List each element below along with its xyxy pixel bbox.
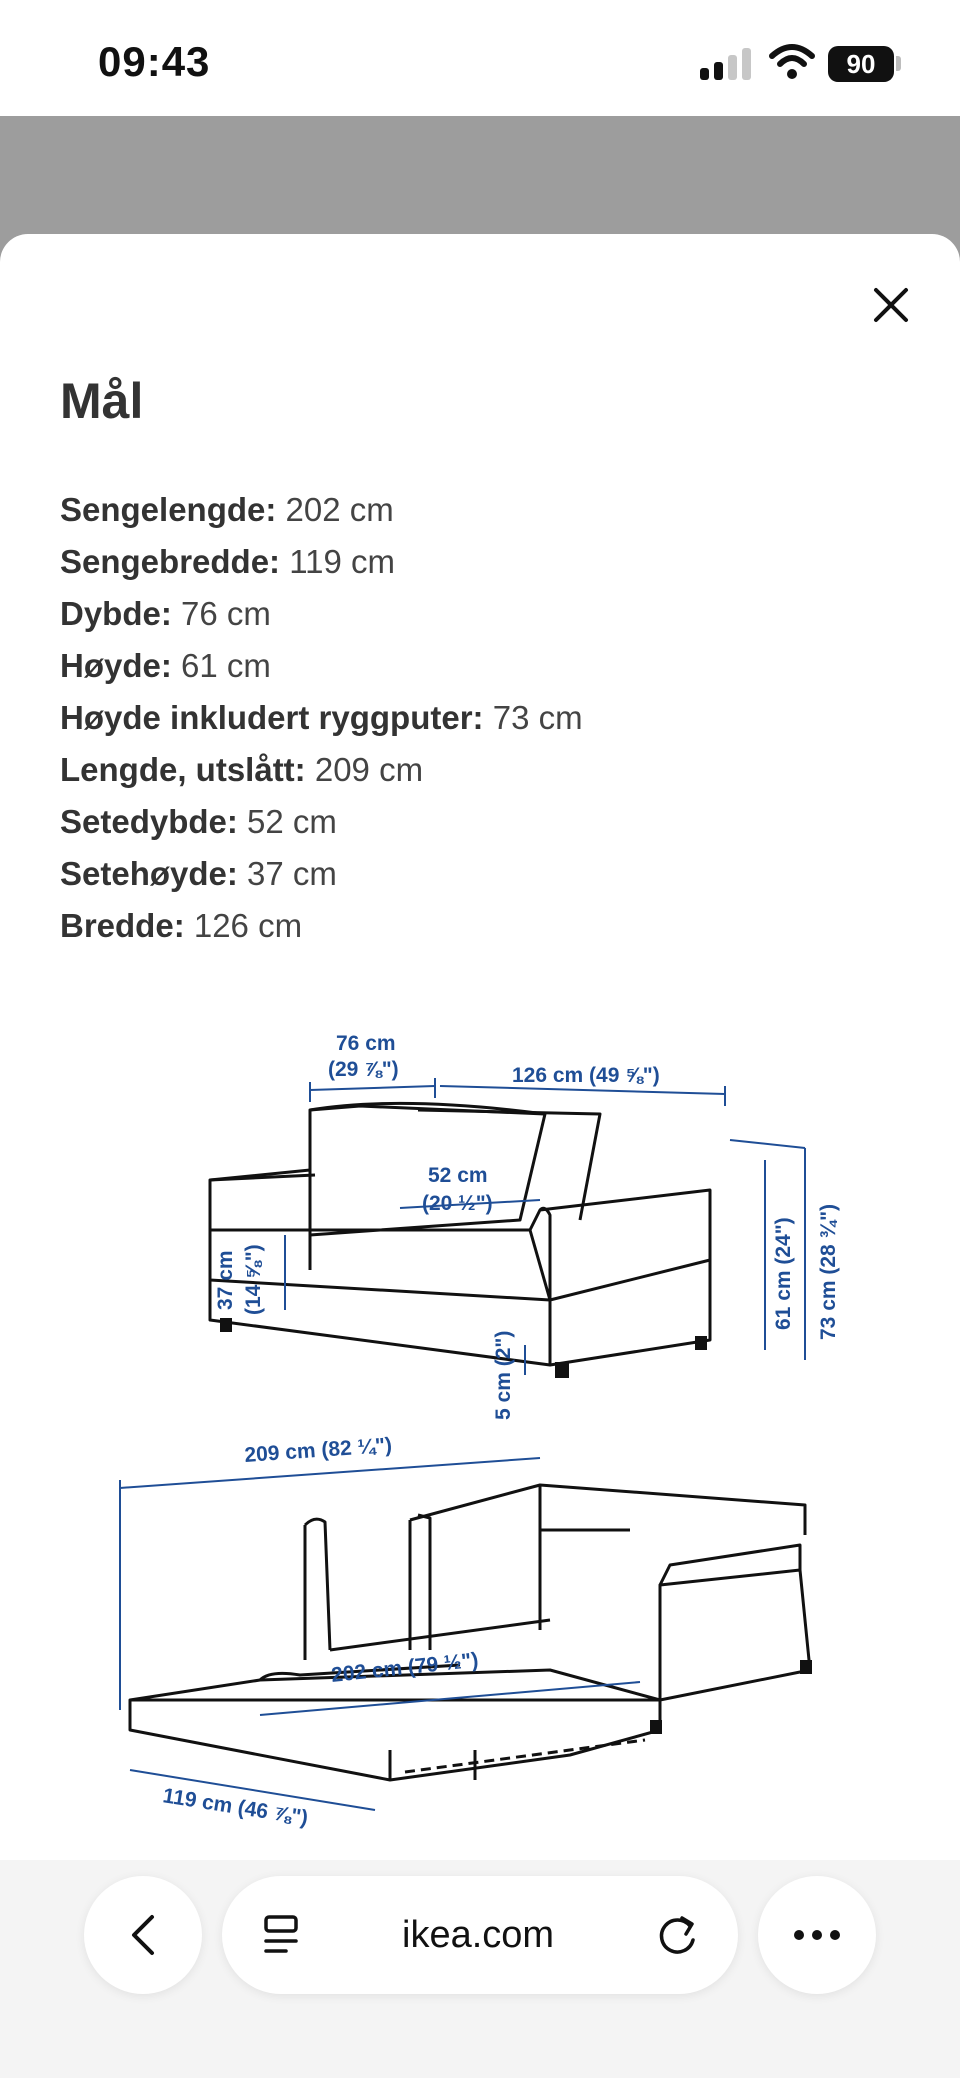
battery-icon: 90 [828,46,894,82]
spec-width [60,900,583,952]
sofa-dimension-diagram [100,1010,900,1850]
spec-value: 52 cm [237,803,337,840]
spec-value: 37 cm [237,855,337,892]
spec-height [60,640,583,692]
sheet-title: Mål [60,373,144,429]
spec-label: Sengelengde: [60,491,277,528]
spec-length-unfolded [60,744,583,796]
reload-icon[interactable] [654,1912,700,1958]
label-seat-height-in: (14 ⅝") [242,1244,265,1315]
spec-value: 202 cm [276,491,394,528]
more-button[interactable] [758,1876,876,1994]
unfolded-length-dimension-line [120,1458,540,1488]
spec-label: Lengde, utslått: [60,751,306,788]
spec-seat-height [60,848,583,900]
label-seat-depth-in: (20 ½") [422,1192,493,1215]
label-bed-length: 202 cm (79 ½") [330,1648,480,1687]
depth-dimension-line [310,1086,435,1090]
label-leg-height: 5 cm (2") [492,1330,515,1420]
spec-seat-depth [60,796,583,848]
label-seat-depth-cm: 52 cm [428,1164,488,1187]
spec-label: Bredde: [60,907,185,944]
cellular-signal-icon [700,46,752,80]
spec-bed-width [60,536,583,588]
sofa-right-arm [530,1190,710,1260]
spec-height-with-cushions [60,692,583,744]
spec-value: 126 cm [184,907,303,944]
label-bed-width: 119 cm (46 ⅞") [161,1784,310,1830]
address-bar[interactable] [222,1876,738,1994]
label-length-unfolded: 209 cm (82 ¼") [243,1433,393,1467]
label-depth-cm: 76 cm [336,1032,396,1055]
status-bar [0,0,960,116]
spec-label: Setehøyde: [60,855,238,892]
spec-depth [60,588,583,640]
label-height-with-cushions: 73 cm (28 ¾") [817,1203,840,1340]
label-seat-height-cm: 37 cm [214,1250,237,1310]
spec-value: 209 cm [305,751,424,788]
close-icon[interactable] [868,282,914,328]
status-time: 09:43 [98,38,211,85]
spec-value: 73 cm [483,699,583,736]
back-chevron-icon [126,1914,160,1956]
spec-list [60,484,583,952]
backdrop-content [140,116,200,124]
label-height: 61 cm (24") [772,1217,795,1330]
spec-label: Setedybde: [60,803,238,840]
label-depth-in: (29 ⅞") [328,1058,399,1081]
spec-label: Dybde: [60,595,172,632]
spec-value: 119 cm [280,543,395,580]
spec-label: Sengebredde: [60,543,281,580]
browser-toolbar [0,1860,960,2078]
bed-mattress [130,1700,660,1780]
spec-bed-length [60,484,583,536]
spec-value: 76 cm [171,595,271,632]
back-button[interactable] [84,1876,202,1994]
width-dimension-line [440,1086,725,1094]
bed-right-arm [660,1570,810,1700]
battery-nub [896,56,901,71]
reader-icon[interactable] [260,1914,304,1956]
spec-label: Høyde inkludert ryggputer: [60,699,484,736]
spec-value: 61 cm [171,647,271,684]
wifi-icon [768,42,816,82]
spec-label: Høyde: [60,647,172,684]
label-width: 126 cm (49 ⅝") [512,1064,660,1087]
url-text[interactable]: ikea.com [402,1914,555,1956]
more-icon [792,1928,842,1942]
